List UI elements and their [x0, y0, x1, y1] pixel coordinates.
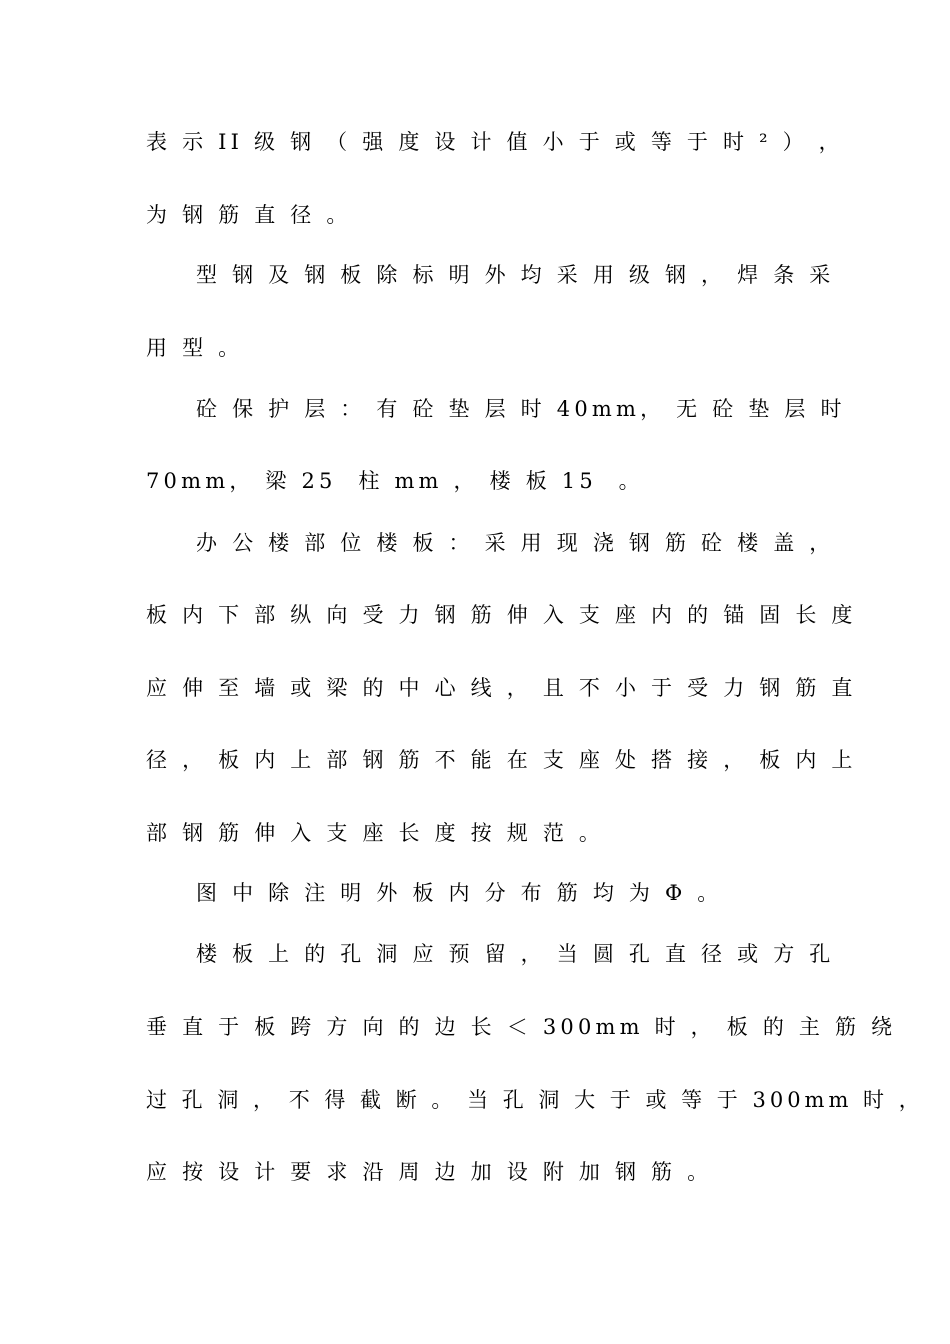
text-line-12: 图 中 除 注 明 外 板 内 分 布 筋 均 为 Φ 。	[196, 881, 723, 905]
text-line-4: 用 型 。	[146, 336, 244, 360]
text-line-7: 办 公 楼 部 位 楼 板 ： 采 用 现 浇 钢 筋 砼 楼 盖 ，	[196, 531, 835, 555]
text-line-3: 型 钢 及 钢 板 除 标 明 外 均 采 用 级 钢 ， 焊 条 采	[196, 263, 835, 287]
text-line-8: 板 内 下 部 纵 向 受 力 钢 筋 伸 入 支 座 内 的 锚 固 长 度	[146, 603, 857, 627]
text-line-14: 垂 直 于 板 跨 方 向 的 边 长 ＜ 300mm 时 ， 板 的 主 筋 绕	[146, 1015, 897, 1039]
text-line-1: 表 示 II 级 钢 （ 强 度 设 计 值 小 于 或 等 于 时 ² ） ，	[146, 130, 844, 154]
text-line-11: 部 钢 筋 伸 入 支 座 长 度 按 规 范 。	[146, 821, 605, 845]
text-line-16: 应 按 设 计 要 求 沿 周 边 加 设 附 加 钢 筋 。	[146, 1160, 713, 1184]
text-line-15: 过 孔 洞 ， 不 得 截 断 。 当 孔 洞 大 于 或 等 于 300mm 时 ，	[146, 1088, 924, 1112]
text-line-10: 径 ， 板 内 上 部 钢 筋 不 能 在 支 座 处 搭 接 ， 板 内 上	[146, 748, 857, 772]
text-line-13: 楼 板 上 的 孔 洞 应 预 留 ， 当 圆 孔 直 径 或 方 孔	[196, 942, 835, 966]
text-line-6: 70mm， 梁 25 柱 mm ， 楼 板 15 。	[146, 469, 644, 493]
text-line-9: 应 伸 至 墙 或 梁 的 中 心 线 ， 且 不 小 于 受 力 钢 筋 直	[146, 676, 857, 700]
text-line-5: 砼 保 护 层 ： 有 砼 垫 层 时 40mm， 无 砼 垫 层 时	[196, 397, 846, 421]
text-line-2: 为 钢 筋 直 径 。	[146, 203, 352, 227]
